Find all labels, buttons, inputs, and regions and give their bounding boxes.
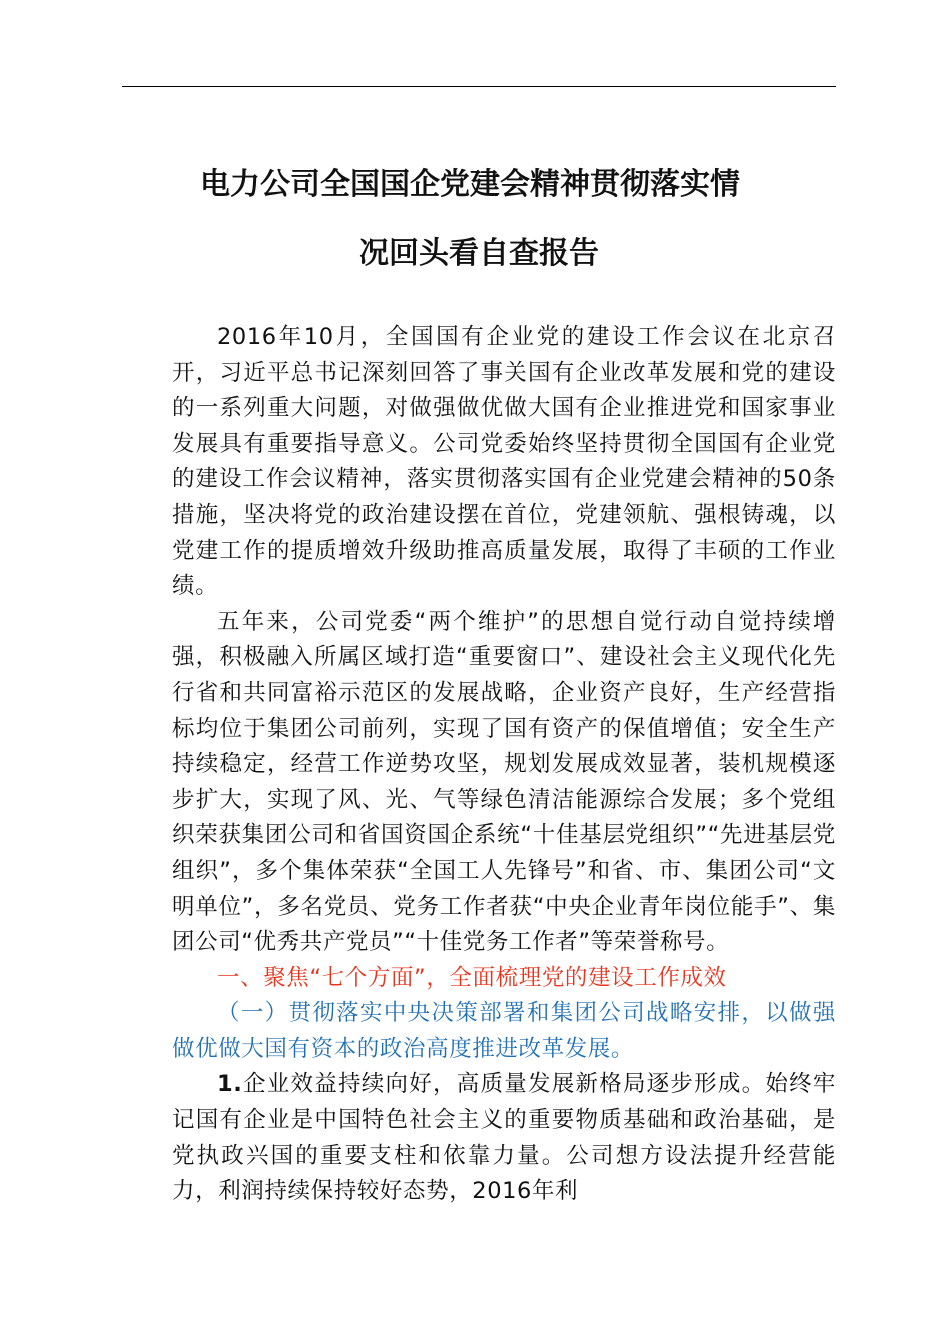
subsection-heading-1: （一）贯彻落实中央决策部署和集团公司战略安排，以做强做优做大国有资本的政治高度推进改革发展。: [172, 1000, 836, 1062]
document-body: [172, 320, 836, 1210]
achievements-paragraph: 五年来，公司党委“两个维护”的思想自觉行动自觉持续增强，积极融入所属区域打造“重要窗口”、建设社会主义现代化先行省和共同富裕示范区的发展战略，企业资产良好，生产经营指标均位于集团公司前列，实现了国有资产的保值增值；安全生产持续稳定，经营工作逆势攻坚，规划发展成效显著，装机规模逐步扩大，实现了风、光、气等绿色清洁能源综合发展；多个党组织荣获集团公司和省国资国企系统“十佳基层党组织”“先进基层党组织”，多个集体荣获“全国工人先锋号”和省、市、集团公司“文明单位”，多名党员、党务工作者获“中央企业青年岗位能手”、集团公司“优秀共产党员”“十佳党务工作者”等荣誉称号。: [172, 608, 836, 956]
section-heading-1: 一、聚焦“七个方面”，全面梳理党的建设工作成效: [217, 964, 727, 991]
item-number: 1.: [217, 1071, 243, 1098]
header-rule: [122, 86, 836, 87]
intro-paragraph: 2016年10月，全国国有企业党的建设工作会议在北京召开，习近平总书记深刻回答了事关国有企业改革发展和党的建设的一系列重大问题，对做强做优做大国有企业推进党和国家事业发展具有重要指导意义。公司党委始终坚持贯彻全国国有企业党的建设工作会议精神，落实贯彻落实国有企业党建会精神的50条措施，坚决将党的政治建设摆在首位，党建领航、强根铸魂，以党建工作的提质增效升级助推高质量发展，取得了丰硕的工作业绩。: [172, 324, 836, 600]
document-title-line-1: 电力公司全国国企党建会精神贯彻落实情: [200, 167, 740, 202]
item-text: 企业效益持续向好，高质量发展新格局逐步形成。始终牢记国有企业是中国特色社会主义的重要物质基础和政治基础，是党执政兴国的重要支柱和依靠力量。公司想方设法提升经营能力，利润持续保持较好态势，2016年利: [172, 1071, 836, 1205]
document-title-line-2: 况回头看自查报告: [359, 236, 599, 271]
item-paragraph-1: [172, 1067, 836, 1209]
